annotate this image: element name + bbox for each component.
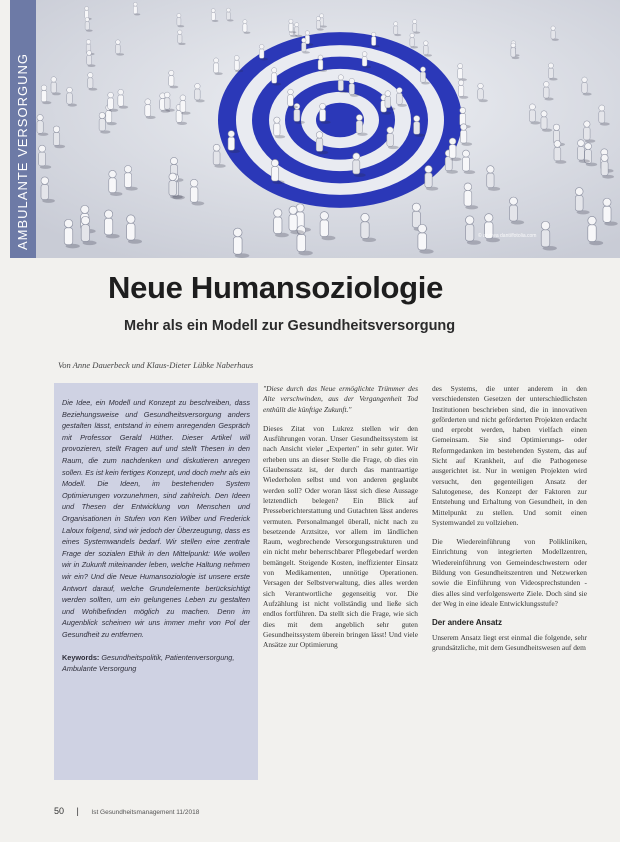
body-paragraph: Unserem Ansatz liegt erst einmal die folgende, sehr grundsätzliche, mit dem Gesundheitswesen auf dem: [432, 632, 587, 652]
text-column-3: [432, 384, 587, 662]
abstract-text: Die Idee, ein Modell und Konzept zu beschreiben, dass Beziehungsweise und Gesundheitsversorgung anders gestalten lässt, entstand in einem anregenden Gespräch mit Professor Gerald Hüther. Dieser Artikel will provozieren, stellt Fragen auf und stellt Thesen in den Raum, die zum nachdenken und diskutieren anregen sollen. Es ist kein fertiges Konzept, und doch mehr als ein Modell. Die Ideen, im bestehenden System Optimierungen vorzunehmen, sind zahlreich. Den Ideen und Thesen der Entwicklung von Menschen und Organisationen in Stufen von Ken Wilber und Frederick Laloux folgend, sind wir jedoch der Überzeugung, dass es eines Systemwandels bedarf. Wir stellen eine zentrale Frage der sozialen Ethik in den Mittelpunkt: Wie wollen wir in Zukunft miteinander leben, welche Haltung nehmen wir ein? Und die Neue Humansoziologie ist unsere erste Antwort darauf, welche Grundelemente berücksichtigt werden sollten, um ein gelungenes Leben zu gestalten und Wohlbefinden möglich zu machen. Denn im Augenblick scheinen wir uns immer mehr von Pol der Gesundheit zu entfernen.: [62, 398, 250, 639]
section-heading: Der andere Ansatz: [432, 618, 502, 628]
article-title: Neue Humansoziologie: [108, 270, 444, 305]
opening-quote: "Diese durch das Neue ermöglichte Trümmer des Alte verschwinden, aus der Vergangenheit Tod enthüllt die künftige Zukunft.": [263, 384, 418, 414]
abstract-box: [54, 383, 258, 780]
page-number: 50: [54, 806, 65, 816]
header-photo: [10, 0, 620, 258]
body-paragraph: Dieses Zitat von Lukrez stellen wir den Ausführungen voran. Unser Gesundheitssystem ist nach Ansicht vieler „Experten" in sehr guter. Wir erheben uns an dieser Stelle die Frage, ob dies ein Glaubenssatz ist, der durch das mantraartige Wiederholen selbst und von anderen geglaubt werden soll? Oder woran lässt sich diese Aussage letztendlich belegen? Ein Blick auf Presseberichterstattung und Gutachten lässt anderes vermuten. Personalmangel überall, nicht nach zu besetzende Arztsitze, vor allem im ländlichen Raum, wegbrechende Versorgungsstrukturen und ein nicht mehr beherrschbarer Pflegebedarf werden bemängelt. Steigende Kosten, ineffizienter Einsatz von Medikamenten, unnötige Operationen. Versagen der Selbstverwaltung, dies alles werden sich Verantwortliche gegenseitig vor. Die Aufzählung ist nicht vollständig und ließe sich endlos fortführen. Da stellt sich die Frage, wie sich dies mit dem angeblich sehr guten Gesundheitssystem überein bringen lässt! Und viele Ansätze zur Optimierung: [263, 423, 418, 650]
section-tab-label: AMBULANTE VERSORGUNG: [15, 53, 30, 250]
body-paragraph: des Systems, die unter anderem in den verschiedensten Gesetzen der unterschiedlichsten Institutionen beschrieben sind, die in innovativen geförderten und nicht geförderten Projekten erdacht und erprobt werden, haben vielfach einen Gemeinsam. Sie sind Optimierungs- oder Reformgedanken im bestehenden System, das auf Sicht auf Krankheit, auf die Pathogenese ausgerichtet ist. Nur in wenigen Projekten wird versucht, den gegenteiligen Ansatz der Salutogenese, des Konzept der Faktoren zur Entstehung und Erhaltung von Gesundheit, in den Mittelpunkt zu stellen. Und somit einen Systemwandel zu vollziehen.: [432, 384, 587, 527]
target-crowd-illustration: [10, 0, 620, 258]
keywords-label: Keywords:: [62, 653, 100, 663]
text-column-2: [263, 384, 418, 659]
keywords: [62, 652, 250, 674]
footer-separator: |: [76, 806, 79, 816]
body-paragraph: Die Wiedereinführung von Polikliniken, Einrichtung von integrierten Modellzentren, Wiedereinführung von Gemeindeschwestern oder Bildung von Gesundheitszentren und Netzwerken sowie die Einführung von Videosprechstunden - dies alles sind verfolgenswerte Ziele. Doch sind sie der Weg in eine ideale Entwicklungsstufe?: [432, 537, 587, 608]
page-footer: [54, 806, 199, 816]
photo-credit: © andrea danti/fotolia.com: [478, 233, 537, 239]
byline: Von Anne Dauerbeck und Klaus-Dieter Lübke Naberhaus: [58, 360, 254, 370]
magazine-name: Ist Gesundheitsmanagement 11/2018: [91, 809, 200, 816]
article-subtitle: Mehr als ein Modell zur Gesundheitsversorgung: [124, 318, 456, 334]
keywords-text: Gesundheitspolitik, Patientenversorgung, Ambulante Versorgung: [62, 653, 235, 674]
